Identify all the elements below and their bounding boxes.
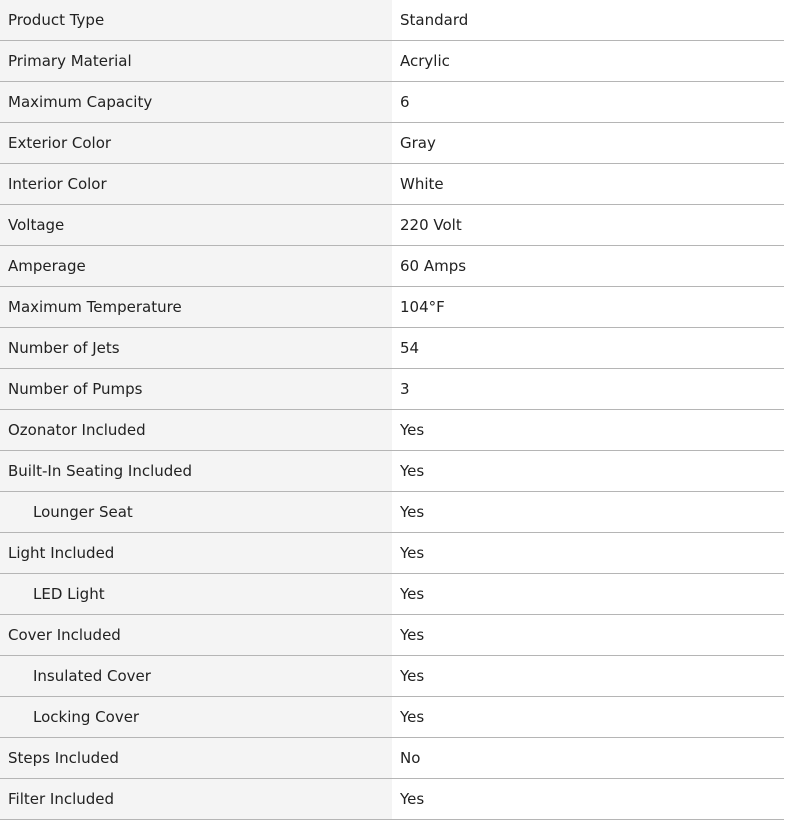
spec-row bbox=[0, 0, 784, 41]
spec-row bbox=[0, 738, 784, 779]
spec-label: Primary Material bbox=[0, 41, 392, 82]
spec-row bbox=[0, 615, 784, 656]
spec-value: 220 Volt bbox=[392, 205, 784, 246]
spec-label: Ozonator Included bbox=[0, 410, 392, 451]
spec-label: Number of Pumps bbox=[0, 369, 392, 410]
spec-value: 104°F bbox=[392, 287, 784, 328]
spec-value: Yes bbox=[392, 533, 784, 574]
spec-value: Acrylic bbox=[392, 41, 784, 82]
spec-value: White bbox=[392, 164, 784, 205]
spec-value: 60 Amps bbox=[392, 246, 784, 287]
spec-value: Yes bbox=[392, 615, 784, 656]
spec-label: Insulated Cover bbox=[0, 656, 392, 697]
spec-value: Yes bbox=[392, 697, 784, 738]
spec-label: Amperage bbox=[0, 246, 392, 287]
spec-value: Yes bbox=[392, 656, 784, 697]
spec-row bbox=[0, 410, 784, 451]
spec-value: 6 bbox=[392, 82, 784, 123]
spec-value: 3 bbox=[392, 369, 784, 410]
spec-label: Lounger Seat bbox=[0, 492, 392, 533]
spec-row bbox=[0, 574, 784, 615]
spec-value: Gray bbox=[392, 123, 784, 164]
spec-row bbox=[0, 246, 784, 287]
spec-label: Exterior Color bbox=[0, 123, 392, 164]
spec-label: Light Included bbox=[0, 533, 392, 574]
spec-label: Product Type bbox=[0, 0, 392, 41]
spec-value: Yes bbox=[392, 779, 784, 820]
spec-row bbox=[0, 123, 784, 164]
spec-value: Yes bbox=[392, 410, 784, 451]
spec-label: Steps Included bbox=[0, 738, 392, 779]
spec-row bbox=[0, 41, 784, 82]
spec-row bbox=[0, 164, 784, 205]
spec-row bbox=[0, 533, 784, 574]
spec-value: Yes bbox=[392, 492, 784, 533]
spec-label: Number of Jets bbox=[0, 328, 392, 369]
spec-value: No bbox=[392, 738, 784, 779]
spec-label: Filter Included bbox=[0, 779, 392, 820]
spec-label: Voltage bbox=[0, 205, 392, 246]
spec-label: Built-In Seating Included bbox=[0, 451, 392, 492]
spec-row bbox=[0, 779, 784, 820]
spec-row bbox=[0, 656, 784, 697]
spec-row bbox=[0, 451, 784, 492]
spec-label: Maximum Capacity bbox=[0, 82, 392, 123]
spec-label: Locking Cover bbox=[0, 697, 392, 738]
spec-row bbox=[0, 697, 784, 738]
spec-row bbox=[0, 287, 784, 328]
spec-row bbox=[0, 82, 784, 123]
spec-label: LED Light bbox=[0, 574, 392, 615]
spec-value: Yes bbox=[392, 451, 784, 492]
spec-value: Yes bbox=[392, 574, 784, 615]
spec-value: Standard bbox=[392, 0, 784, 41]
spec-label: Interior Color bbox=[0, 164, 392, 205]
spec-value: 54 bbox=[392, 328, 784, 369]
spec-row bbox=[0, 369, 784, 410]
spec-row bbox=[0, 492, 784, 533]
spec-label: Cover Included bbox=[0, 615, 392, 656]
spec-row bbox=[0, 205, 784, 246]
spec-row bbox=[0, 328, 784, 369]
spec-label: Maximum Temperature bbox=[0, 287, 392, 328]
